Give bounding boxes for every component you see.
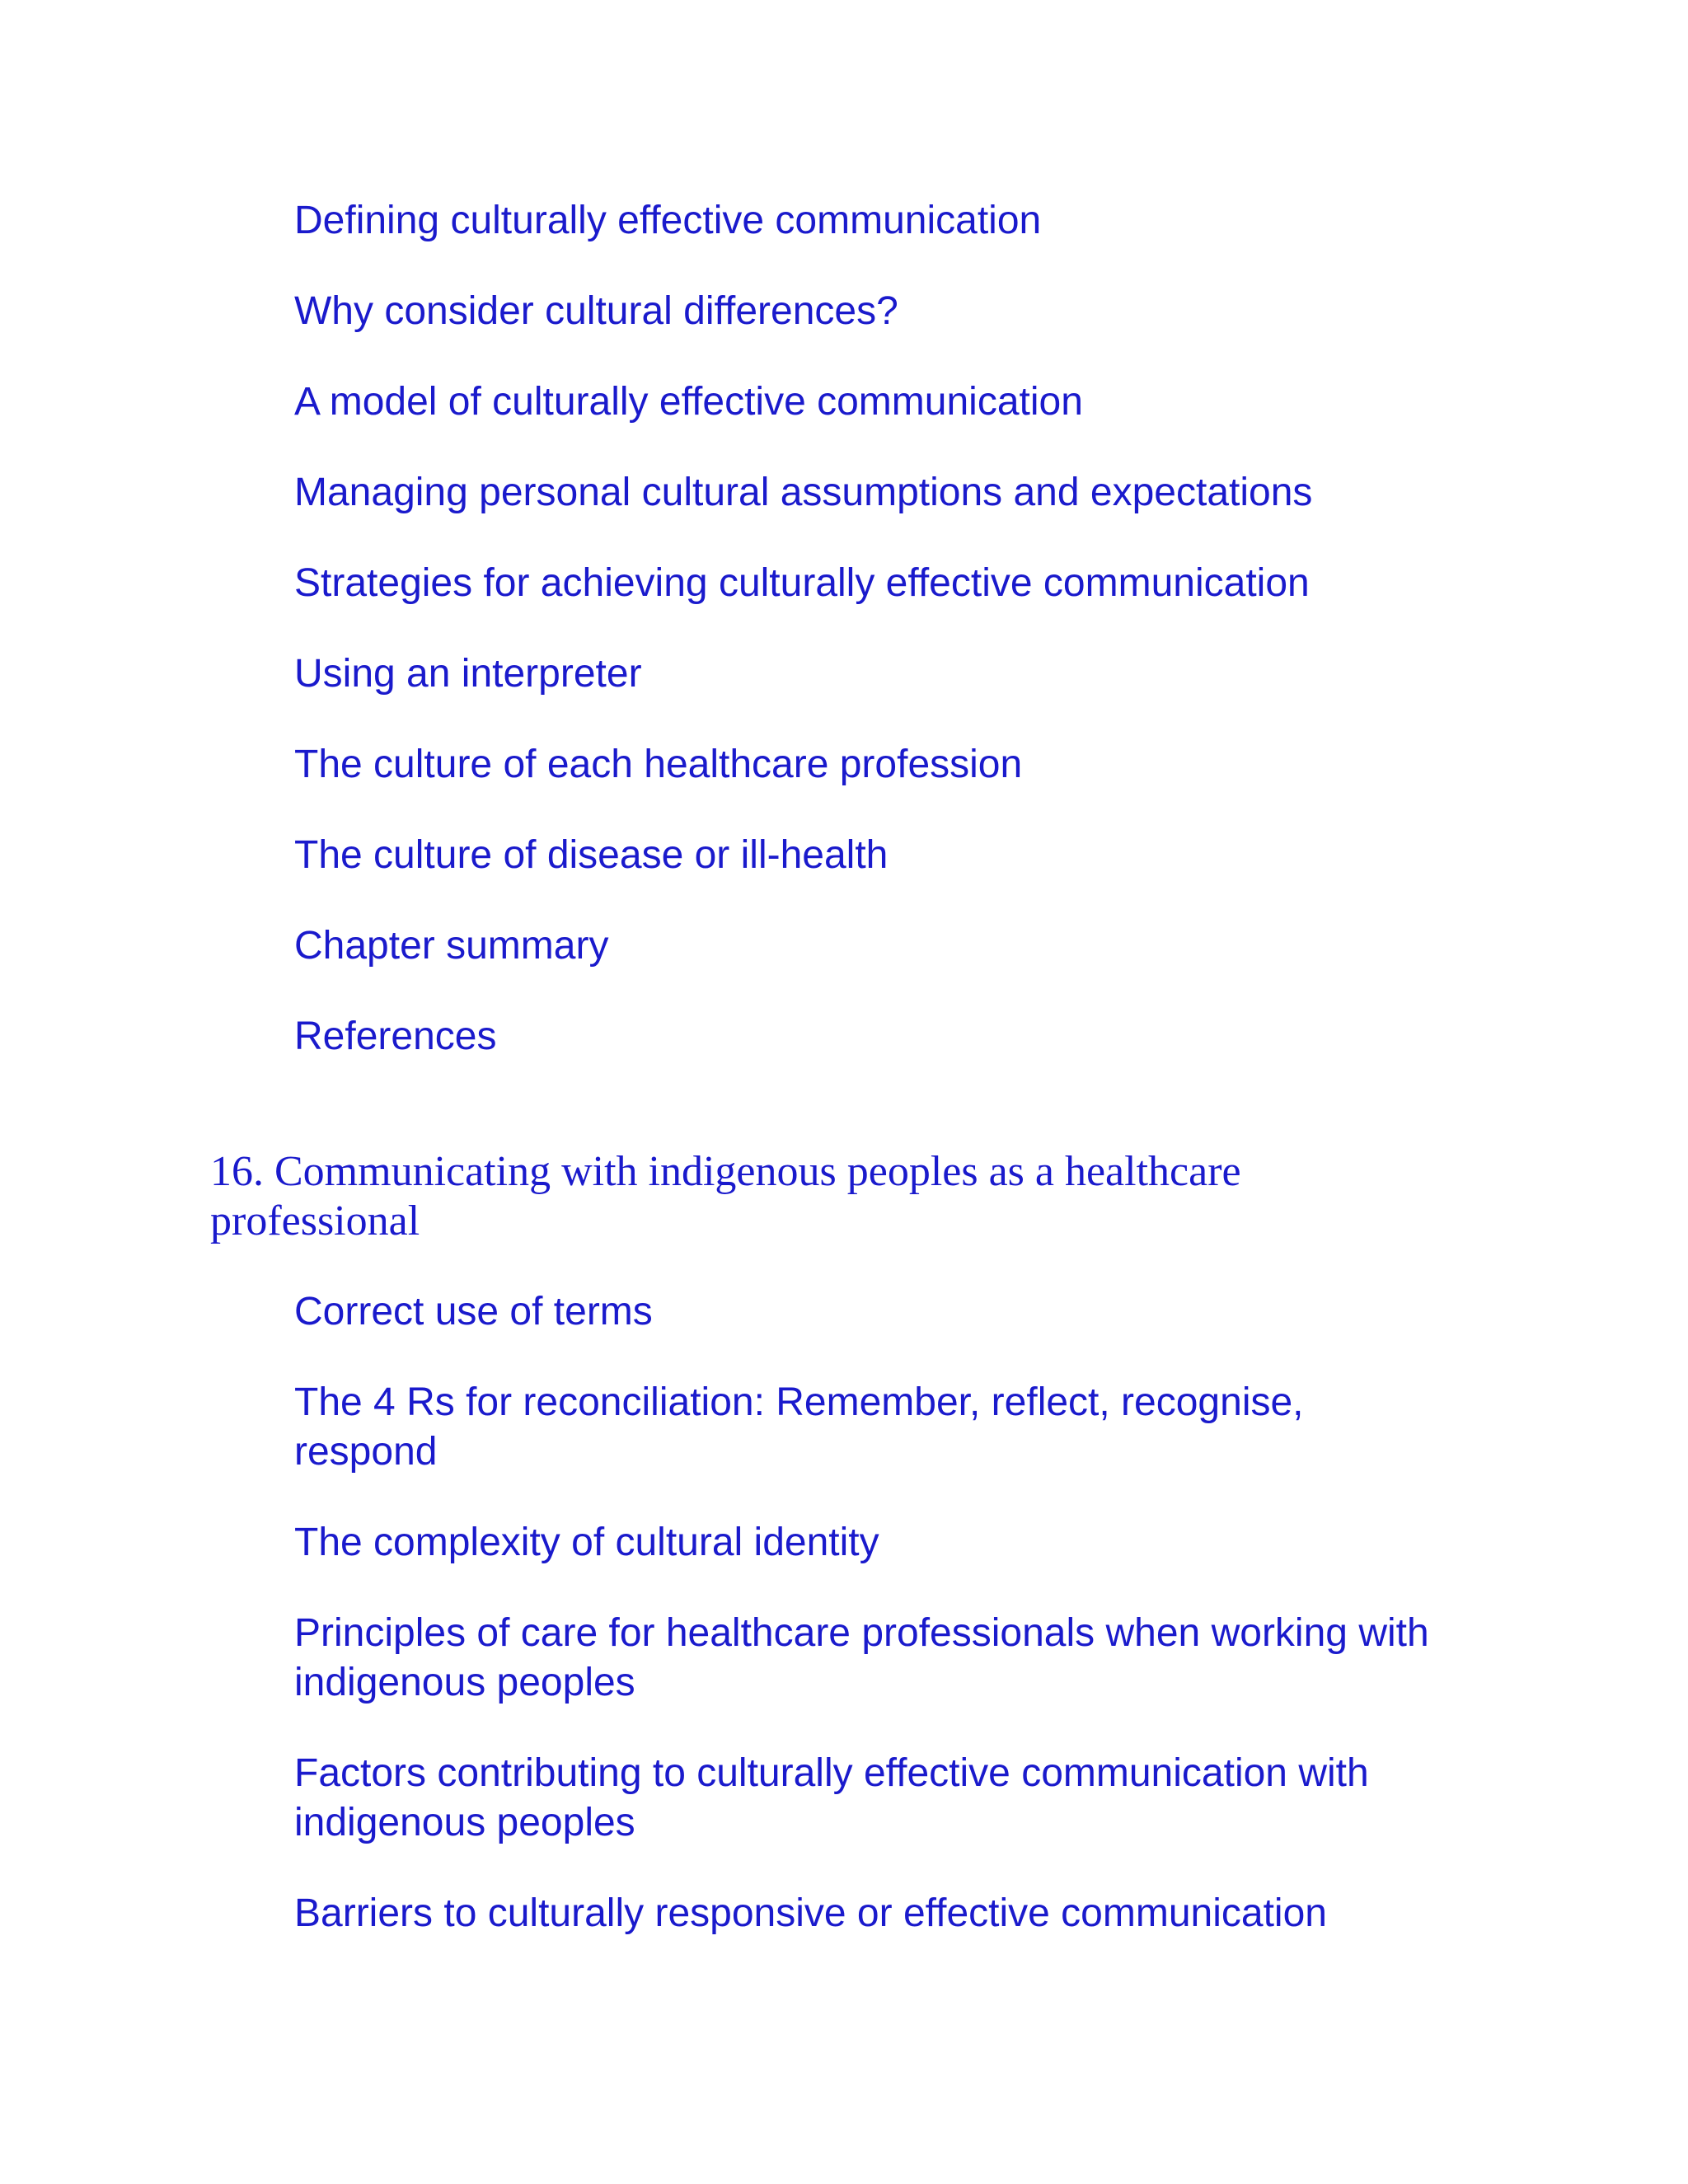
toc-link-barriers-to-communication[interactable]: Barriers to culturally responsive or effective communication xyxy=(294,1891,1327,1935)
toc-link-chapter-summary[interactable]: Chapter summary xyxy=(294,924,609,968)
toc-item xyxy=(294,1518,1448,1609)
toc-item xyxy=(294,287,1448,377)
toc-link-4-rs-for-reconciliation[interactable]: The 4 Rs for reconciliation: Remember, reflect, recognise, respond xyxy=(294,1380,1304,1474)
toc-link-culture-of-disease[interactable]: The culture of disease or ill-health xyxy=(294,833,889,877)
toc-item xyxy=(294,740,1448,831)
toc-link-factors-contributing[interactable]: Factors contributing to culturally effective communication with indigenous peoples xyxy=(294,1751,1369,1844)
toc-section-list xyxy=(294,196,1448,1103)
toc-link-strategies-for-achieving-communication[interactable]: Strategies for achieving culturally effective communication xyxy=(294,561,1310,605)
toc-item xyxy=(294,196,1448,287)
chapter-heading-16[interactable]: 16. Communicating with indigenous peoples as a healthcare professional xyxy=(210,1148,1241,1244)
toc-item xyxy=(294,559,1448,649)
toc-item xyxy=(294,1889,1448,1980)
toc-link-defining-culturally-effective-communication[interactable]: Defining culturally effective communication xyxy=(294,199,1042,242)
toc-item xyxy=(294,1609,1448,1749)
toc-item xyxy=(294,831,1448,921)
toc-item xyxy=(294,1378,1448,1518)
toc-link-using-an-interpreter[interactable]: Using an interpreter xyxy=(294,652,642,696)
toc-link-why-consider-cultural-differences[interactable]: Why consider cultural differences? xyxy=(294,289,898,333)
toc-chapter-16-list xyxy=(294,1287,1448,1980)
toc-link-model-of-culturally-effective-communication[interactable]: A model of culturally effective communication xyxy=(294,380,1083,424)
toc-link-correct-use-of-terms[interactable]: Correct use of terms xyxy=(294,1290,653,1333)
toc-item xyxy=(294,1749,1448,1889)
toc-item xyxy=(294,377,1448,468)
toc-link-culture-of-each-healthcare-profession[interactable]: The culture of each healthcare profession xyxy=(294,743,1023,786)
toc-item xyxy=(294,649,1448,740)
toc-item xyxy=(294,1012,1448,1103)
toc-item xyxy=(294,1287,1448,1378)
toc-link-complexity-of-cultural-identity[interactable]: The complexity of cultural identity xyxy=(294,1521,879,1564)
toc-link-references[interactable]: References xyxy=(294,1015,497,1058)
toc-item xyxy=(294,921,1448,1012)
toc-item xyxy=(294,468,1448,559)
toc-link-managing-personal-cultural-assumptions[interactable]: Managing personal cultural assumptions and expectations xyxy=(294,471,1313,514)
toc-link-principles-of-care[interactable]: Principles of care for healthcare professionals when working with indigenous peoples xyxy=(294,1611,1429,1704)
